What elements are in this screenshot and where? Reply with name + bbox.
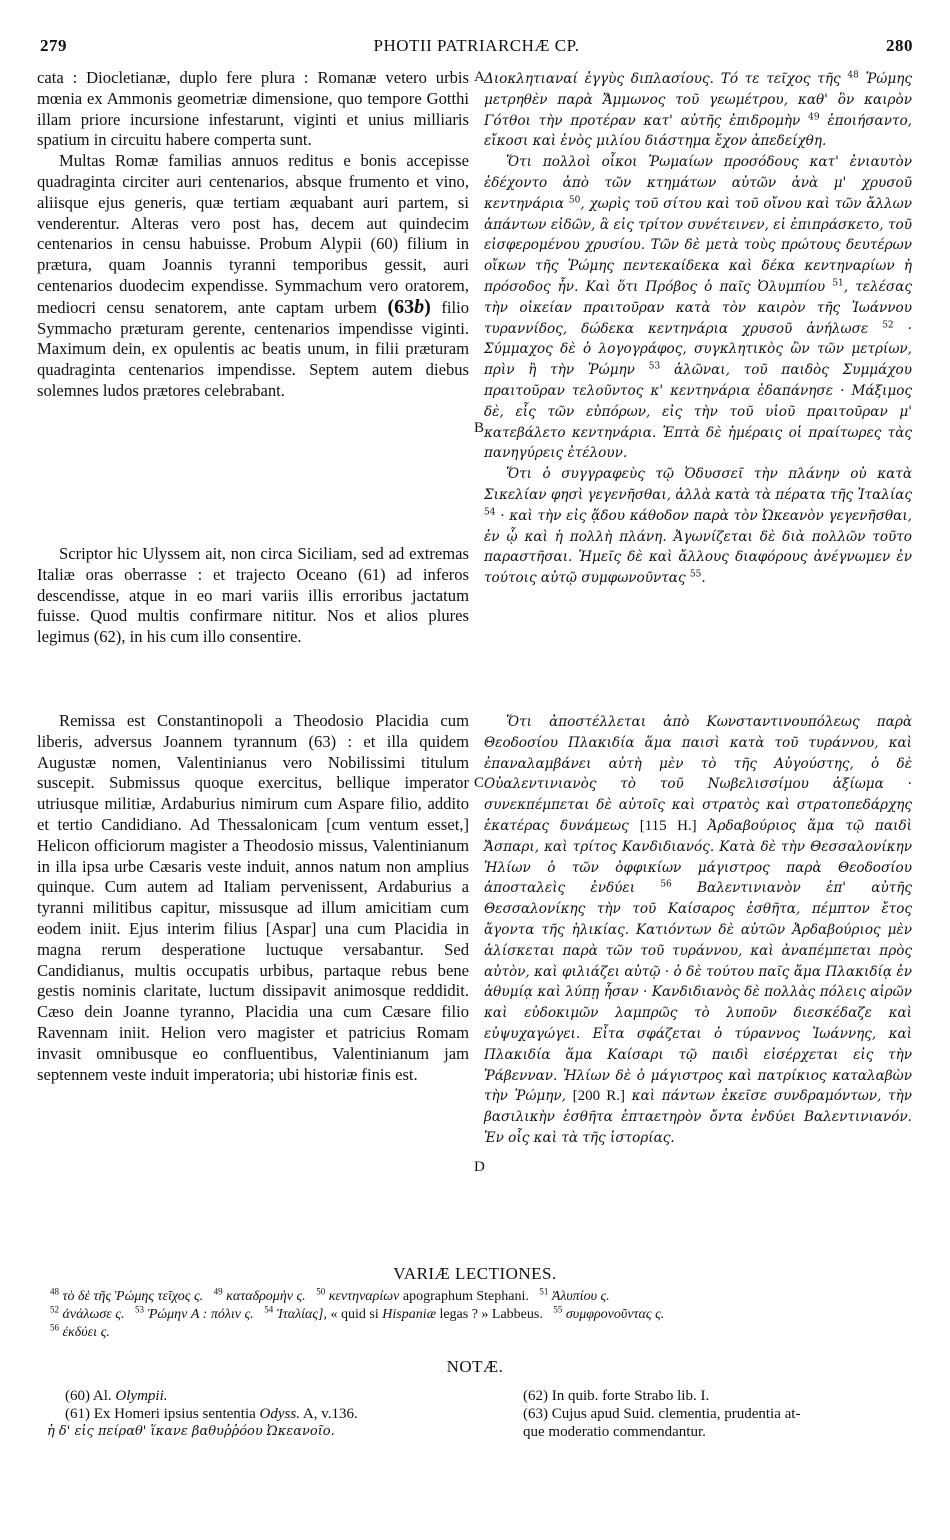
latin-paragraph: cata : Diocletianæ, duplo fere plura : Romanæ vetero urbis mœnia ex Ammonis geometriæ dimensione, quo tempore Gotthi illam priore incursione infestarunt, viginti et unius milliaris spatium in circuitu habere comperta sunt. xyxy=(37,68,469,150)
margin-letter-b: B xyxy=(474,420,485,436)
variant-number: 56 xyxy=(50,1322,59,1333)
footnote-ref: 49 xyxy=(808,112,820,123)
page-number-left: 279 xyxy=(40,36,67,55)
variant-number: 49 xyxy=(213,1286,223,1297)
notae-left xyxy=(47,1387,358,1441)
greek-text: Ὅτι πολλοὶ οἶκοι Ῥωμαίων προσόδους κατ' ἐνιαυτὸν ἐδέχοντο ἀπὸ τῶν κτημάτων αὐτῶν ἀνὰ μ' χρυσοῦ κεντηνάρια xyxy=(484,154,912,212)
greek-text: · καὶ τὴν εἰς ᾅδου κάθοδον παρὰ τὸν Ὠκεανὸν γεγενῆσθαι, ἐν ᾧ καὶ ἡ πολλὴ πλάνη. Ἀγωνίζεται δὲ διὰ πολλῶν τοῦτο παραστῆσαι. Ἡμεῖς δὲ καὶ ἄλλους διαφόρους ἀνέγνωμεν ἐν τούτοις αὐτῷ συμφωνοῦντας xyxy=(484,507,913,587)
greek-text: Διοκλητιαναί ἐγγὺς διπλασίους. Τό τε τεῖχος τῆς xyxy=(484,71,841,87)
latin-text: Multas Romæ familias annuos reditus e bonis accepisse quadraginta circiter auri centenarios, absque frumento et vino, aliisque ejus generis, quæ tertiam æquabant auri partem, si venderentur. Alteras vero post has, decem aut quindecim centenarios in censu habuisse. Probum Alypii (60) filium in prætura, quam Joannis tyranni temporibus gessit, auri centenarios duodecim expendisse. Symmachum vero oratorem, mediocri censu senatorem, ante captam urbem xyxy=(37,151,469,317)
latin-paragraph xyxy=(37,151,469,402)
variant-number: 53 xyxy=(134,1304,144,1315)
variae-lectiones xyxy=(50,1288,920,1342)
latin-section-2 xyxy=(37,544,469,648)
greek-paragraph xyxy=(484,69,912,152)
note-63-cont: que moderatio commendantur. xyxy=(523,1424,706,1440)
greek-text: καὶ πάντων ἐκεῖσε συνδραμόντων, τὴν βασιλικὴν ἐσθῆτα ἑπταετηρὸν ὄντα ἐνδύει Βαλεντινιανόν. Ἐν οἷς καὶ τὰ τῆς ἱστορίας. xyxy=(484,1088,912,1146)
variant-text: legas ? » Labbeus. xyxy=(439,1307,543,1322)
greek-text: Ὅτι ὁ συγγραφεὺς τῷ Ὀδυσσεῖ τὴν πλάνην οὐ κατὰ Σικελίαν φησὶ γεγενῆσθαι, ἀλλὰ κατὰ τὰ πέρατα τῆς Ἰταλίας xyxy=(484,466,912,503)
column-number-sub: b xyxy=(414,295,425,318)
footnote-ref: 51 xyxy=(832,278,844,289)
greek-paragraph xyxy=(484,712,912,1149)
note-text: Olympii. xyxy=(115,1388,168,1404)
greek-paragraph xyxy=(484,464,912,589)
running-title: PHOTII PATRIARCHÆ CP. xyxy=(373,36,580,55)
variant-text: κεντηναρίων xyxy=(328,1289,400,1304)
variant-number: 48 xyxy=(50,1286,59,1297)
edition-ref: [115 H.] xyxy=(639,817,697,834)
footnote-ref: 56 xyxy=(660,879,672,890)
column-number-value: 63 xyxy=(394,295,415,318)
notae-right xyxy=(523,1387,800,1441)
note-63: (63) Cujus apud Suid. clementia, prudentia at- xyxy=(523,1406,801,1422)
latin-section-3 xyxy=(37,711,469,1085)
note-text: Odyss. xyxy=(259,1406,300,1422)
greek-section-1 xyxy=(484,69,912,589)
page-number-right: 280 xyxy=(886,36,913,55)
greek-text: , τελέσας τὴν οἰκείαν πραιτοῦραν κατὰ τὸν καιρὸν τῆς Ἰωάννου τυραννίδος, δώδεκα κεντηνάρια χρυσοῦ ἀνήλωσε xyxy=(484,278,912,337)
latin-paragraph: Remissa est Constantinopoli a Theodosio Placidia cum liberis, adversus Joannem tyrannum (63) : et illa quidem Augustæ nomen, Valentinianus vero Nobilissimi titulum suscepit. Submissus quoque exercitus, bellique imperator utriusque militiæ, Ardaburius nimirum cum Aspare filio, addito et tertio Candidiano. Ad Thessalonicam [cum ventum esset,] Helicon officiorum magister a Theodosio missus, Valentinianum in illa ipsa urbe Cæsaris veste induit, annos natum non amplius quinque. Cum autem ad Italiam pervenissent, Ardaburius a tyranni militibus capitur, missusque ad illum amicitiam cum eodem iniit. Ejus interim filius [Aspar] una cum Placidia in magna rerum desperatione luctuque versabantur. Sed Candidianus, multis occupatis urbibus, partaque rebus bene gestis nominis claritate, luctum dissipavit animosque reddidit. Cæso dein Joanne tyranno, Placidia una cum Cæsare filio Ravennam iniit. Helion vero magister et patricius Romam invasit omnibusque eo confluentibus, Valentinianum jam septennem veste induit imperatoria; ubi historiæ finis est. xyxy=(37,711,469,1084)
greek-text: ἁλῶναι, τοῦ παιδὸς Συμμάχου πραιτοῦραν τελοῦντος κ' κεντηνάρια ἐδαπάνησε · Μάξιμος δὲ, εἷς τῶν εὐπόρων, εἰς τὴν τοῦ υἱοῦ πραιτοῦραν μ' κατεβάλετο κεντηνάρια. Ἑπτὰ δὲ ἡμέραις οἱ πραίτωρες τὰς πανηγύρεις ἐτέλουν. xyxy=(484,362,912,462)
variant-text: ἐκδύει ς. xyxy=(62,1325,110,1340)
variant-number: 55 xyxy=(553,1304,563,1315)
footnote-ref: 50 xyxy=(568,195,581,206)
variant-text: « quid si xyxy=(330,1307,379,1322)
variae-line xyxy=(50,1306,920,1324)
margin-letter-c: C xyxy=(474,775,485,791)
running-header xyxy=(40,36,913,58)
variae-line xyxy=(50,1324,920,1342)
variant-text: τὸ δὲ τῆς Ῥώμης τεῖχος ς. xyxy=(62,1289,204,1304)
variant-number: 52 xyxy=(50,1304,59,1315)
variae-title: VARIÆ LECTIONES. xyxy=(393,1264,557,1283)
footnote-ref: 55 xyxy=(689,569,702,580)
greek-text: , χωρὶς τοῦ σίτου καὶ τοῦ οἴνου καὶ τῶν ἄλλων ἁπάντων εἰδῶν, ἃ εἰς τρίτον συνέτεινεν, εἰ ἐπιπράσκετο, τοῦ εἰσφερομένου χρυσίου. Τῶν δὲ μετὰ τοὺς πρώτους δευτέρων οἴκων τῆς Ῥώμης πεντεκαίδεκα καὶ δέκα κεντηναρίων ἡ πρόσοδος ἦν. Καὶ ὅτι Πρόβος ὁ παῖς Ὀλυμπίου xyxy=(484,195,912,295)
footnote-ref: 54 xyxy=(484,507,496,518)
variant-number: 51 xyxy=(539,1286,549,1297)
variant-text: καταδρομὴν ς. xyxy=(226,1289,306,1304)
variant-text: Ἀλυπίου ς. xyxy=(551,1289,610,1304)
variant-number: 54 xyxy=(264,1304,274,1315)
latin-paragraph: Scriptor hic Ulyssem ait, non circa Siciliam, sed ad extremas Italiæ oras oberrasse : et trajecto Oceano (61) ad inferos descendisse, atque in eo mari variis illis erroribus jactatum fuisse. Quod multis confirmare nititur. Nos et alios plures legimus (62), in his cum illo consentire. xyxy=(37,544,469,647)
note-62: (62) In quib. forte Strabo lib. I. xyxy=(523,1388,710,1404)
latin-section-1 xyxy=(37,68,469,402)
notae-title: NOTÆ. xyxy=(446,1357,504,1376)
note-60 xyxy=(65,1387,358,1405)
margin-letter-d: D xyxy=(474,1159,485,1175)
variant-text: συμφρονοῦντας ς. xyxy=(565,1307,665,1322)
footnote-ref: 48 xyxy=(847,70,859,81)
greek-text: Ἀρδαβούριος ἅμα τῷ παιδὶ Ἄσπαρι, καὶ τρίτος Κανδιδιανός. Κατὰ δὲ τὴν Θεσσαλονίκην Ἡλίων ὁ τῶν ὀφφικίων μάγιστρος παρὰ Θεοδοσίου ἀποσταλεὶς ἐνδύει xyxy=(484,817,912,897)
latin-text: filio Symmacho præturam gerente, centenarios impendisse viginti. Maximum dein, ex opulentis ac beatis unum, in filii præturam quadraginta centenarios impendisse. Septem autem diebus solemnes ludos prætores celebrabant. xyxy=(37,297,470,400)
variant-text: ἀνάλωσε ς. xyxy=(62,1307,125,1322)
greek-section-2 xyxy=(484,712,912,1149)
greek-text: Βαλεντινιανὸν ἐπ' αὐτῆς Θεσσαλονίκης τὴν τοῦ Καίσαρος ἐσθῆτα, πέμπτον ἔτος ἄγοντα τῆς ἡλικίας. Κατιόντων δὲ αὐτῶν Ἀρδαβούριος μὲν ἁλίσκεται παρὰ τῶν τοῦ τυράννου, καὶ ἀναπέμπεται πρὸς αὐτὸν, καὶ φιλιάζει αὐτῷ · ὁ δὲ τούτου παῖς ἅμα Πλακιδίᾳ ἐν ἀθυμίᾳ καὶ λύπῃ ἦσαν · Κανδιδιανὸς δὲ πολλὰς πόλεις αἱρῶν καὶ εὐδοκιμῶν λαμπρῶς τὸ λυποῦν διεσκέδαζε καὶ εὐψυχαγώγει. Εἶτα σφάζεται ὁ τύραννος Ἰωάννης, καὶ Πλακιδία ἅμα Καίσαρι τῷ παιδὶ εἰσέρχεται εἰς τὴν Ῥάβενναν. Ἡλίων δὲ ὁ μάγιστρος καὶ πατρίκιος καταλαβὼν τὴν Ῥώμην, xyxy=(484,880,912,1105)
greek-text: Ὅτι ἀποστέλλεται ἀπὸ Κωνσταντινουπόλεως παρὰ Θεοδοσίου Πλακιδία ἅμα παισὶ κατὰ τοῦ τυράννου, καὶ ἐπαναλαμβάνει αὐτὴ μὲν τὸ τῆς Αὐγούστης, ὁ δὲ Οὐαλεντινιανὸς τὸ τοῦ Νωβελισσίμου ἀξίωμα · συνεκπέμπεται δὲ αὐτοῖς καὶ στρατὸς καὶ στρατοπεδάρχης ἑκατέρας δυνάμεως xyxy=(484,714,912,834)
note-text: A, v.136. xyxy=(302,1406,358,1422)
variant-text: Ῥώμην A : xyxy=(147,1307,208,1322)
note-61 xyxy=(65,1405,358,1423)
greek-text: ἐποιήσαντο, εἴκοσι καὶ ἑνὸς μιλίου διάστημα ἔχον ἀπεδείχθη. xyxy=(484,112,912,150)
greek-paragraph xyxy=(484,152,912,464)
footnote-ref: 53 xyxy=(648,361,661,372)
variae-line xyxy=(50,1288,920,1306)
variant-text: πόλιν ς. xyxy=(210,1307,254,1322)
greek-text: Ῥώμης μετρηθὲν παρὰ Ἄμμωνος τοῦ γεωμέτρου, καθ' ὃν καιρὸν Γότθοι τὴν προτέραν κατ' αὐτῆς ἐπιδρομὴν xyxy=(484,71,912,129)
variant-text: apographum Stephani. xyxy=(402,1289,529,1304)
variant-number: 50 xyxy=(316,1286,326,1297)
note-61-greek: ἡ δ' εἰς πείραθ' ἵκανε βαθυῤῥόου Ὠκεανοῖο. xyxy=(47,1424,335,1439)
greek-text: . xyxy=(701,570,706,587)
note-text: (60) Al. xyxy=(65,1388,112,1404)
variant-text: Ἰταλίας], xyxy=(276,1307,328,1322)
note-text: (61) Ex Homeri ipsius sententia xyxy=(65,1406,256,1422)
variant-text: Hispaniæ xyxy=(382,1307,436,1322)
column-number: (63b) xyxy=(387,295,431,318)
margin-letter-a: A xyxy=(474,69,485,85)
footnote-ref: 52 xyxy=(882,320,894,331)
edition-ref: [200 R.] xyxy=(572,1088,625,1105)
greek-text: · Σύμμαχος δὲ ὁ λογογράφος, συγκλητικὸς ὢν τῶν μετρίων, πρὶν ἢ τὴν Ῥώμην xyxy=(484,320,912,379)
